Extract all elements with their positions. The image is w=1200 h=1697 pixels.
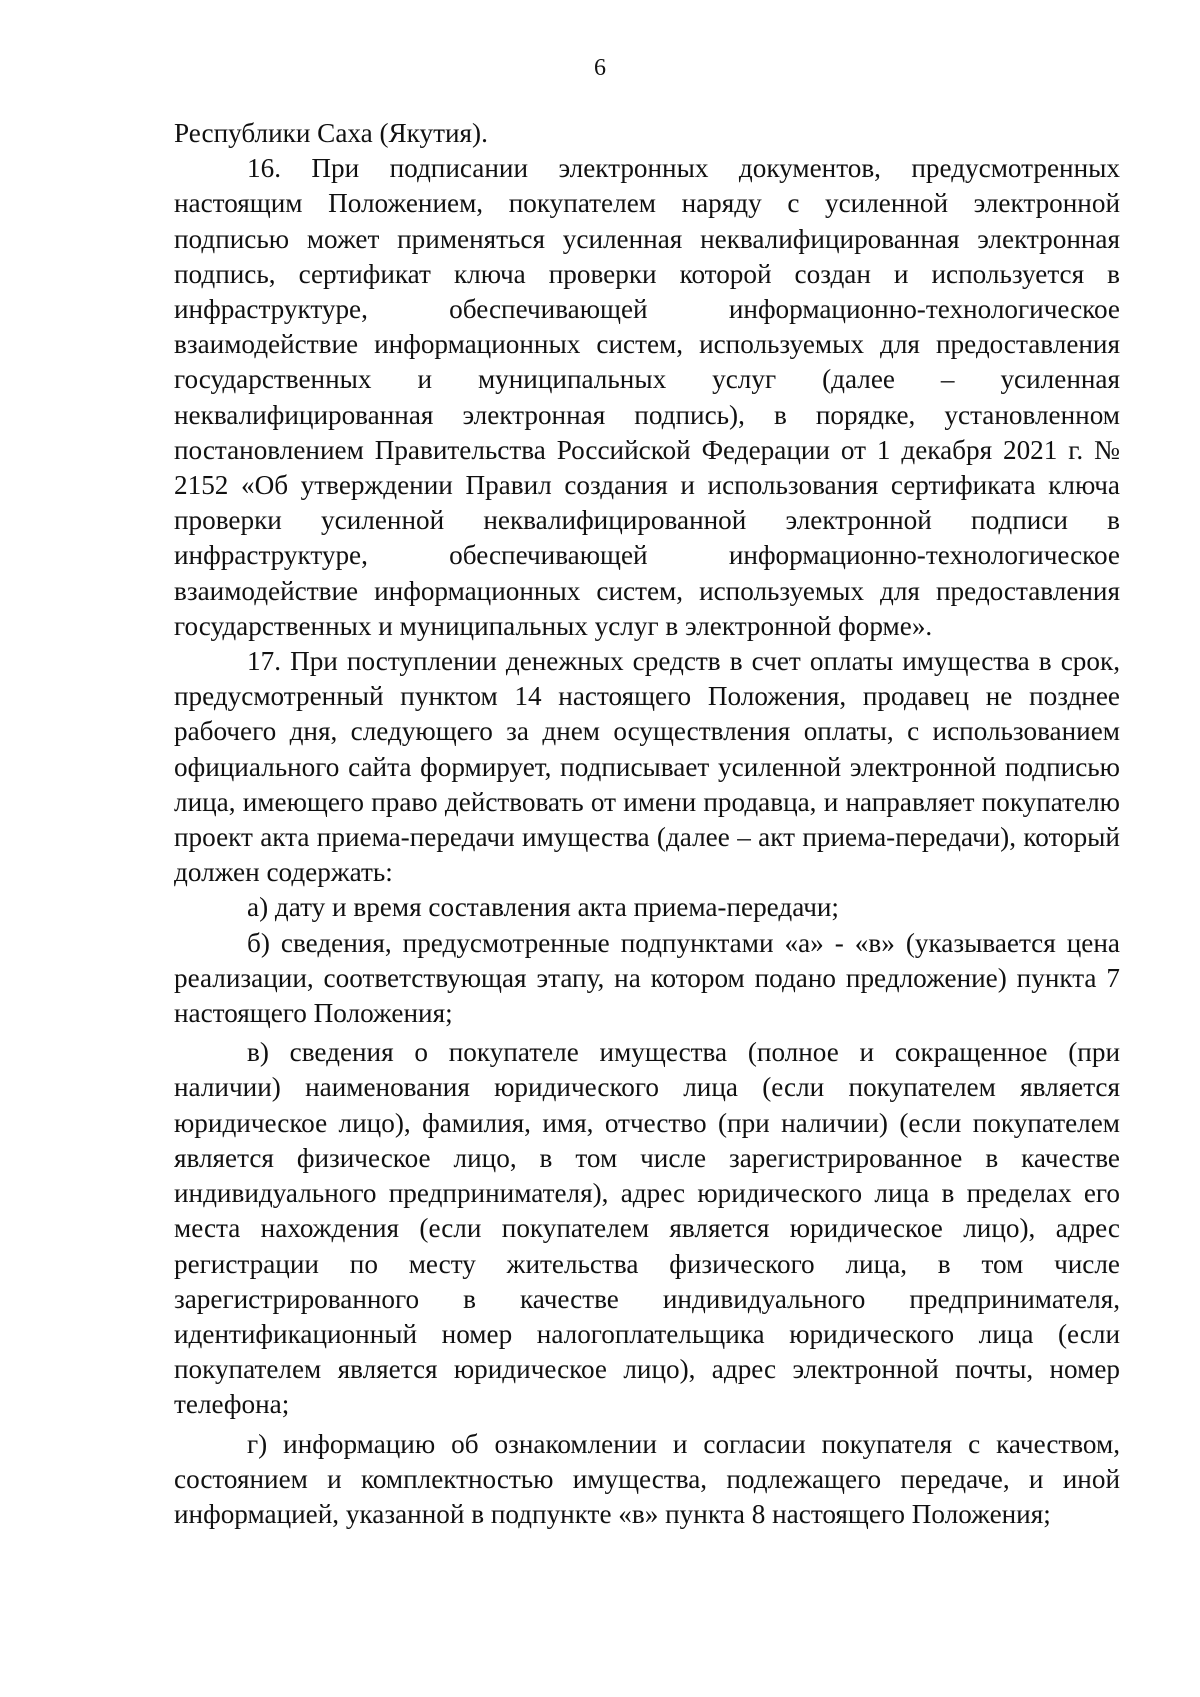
paragraph-17-g: г) информацию об ознакомлении и согласии покупателя с качеством, состоянием и комплектностью имущества, подлежащего передаче, и иной информацией, указанной в подпункте «в» пункта 8 настоящего Положения; xyxy=(174,1428,1120,1529)
paragraph-17-a: а) дату и время составления акта приема-передачи; xyxy=(247,892,839,923)
page-number: 6 xyxy=(594,55,606,81)
paragraph-17-b: б) сведения, предусмотренные подпунктами «а» - «в» (указывается цена реализации, соответствующая этапу, на котором подано предложение) пункта 7 настоящего Положения; xyxy=(174,927,1120,1029)
paragraph-17-v: в) сведения о покупателе имущества (полное и сокращенное (при наличии) наименования юридического лица (если покупателем является юридическое лицо), фамилия, имя, отчество (при наличии) (если покупателем является физическое лицо, в том числе зарегистрированное в качестве индивидуального предпринимателя), адрес юридического лица в пределах его места нахождения (если покупателем является юридическое лицо), адрес регистрации по месту жительства физического лица, в том числе зарегистрированного в качестве индивидуального предпринимателя, идентификационный номер налогоплательщика юридического лица (если покупателем является юридическое лицо), адрес электронной почты, номер телефона; xyxy=(174,1037,1120,1420)
paragraph-continuation: Республики Саха (Якутия). xyxy=(174,118,488,148)
document-body xyxy=(174,116,1120,1532)
paragraph-16: 16. При подписании электронных документов, предусмотренных настоящим Положением, покупателем наряду с усиленной электронной подписью может применяться усиленная неквалифицированная электронная подпись, сертификат ключа проверки которой создан и используется в инфраструктуре, обеспечивающей информационно-технологическое взаимодействие информационных систем, используемых для предоставления государственных и муниципальных услуг (далее – усиленная неквалифицированная электронная подпись), в порядке, установленном постановлением Правительства Российской Федерации от 1 декабря 2021 г. № 2152 «Об утверждении Правил создания и использования сертификата ключа проверки усиленной неквалифицированной электронной подписи в инфраструктуре, обеспечивающей информационно-технологическое взаимодействие информационных систем, используемых для предоставления государственных и муниципальных услуг в электронной форме». xyxy=(174,153,1120,641)
paragraph-17: 17. При поступлении денежных средств в счет оплаты имущества в срок, предусмотренный пунктом 14 настоящего Положения, продавец не позднее рабочего дня, следующего за днем осуществления оплаты, с использованием официального сайта формирует, подписывает усиленной электронной подписью лица, имеющего право действовать от имени продавца, и направляет покупателю проект акта приема-передачи имущества (далее – акт приема-передачи), который должен содержать: xyxy=(174,646,1120,888)
